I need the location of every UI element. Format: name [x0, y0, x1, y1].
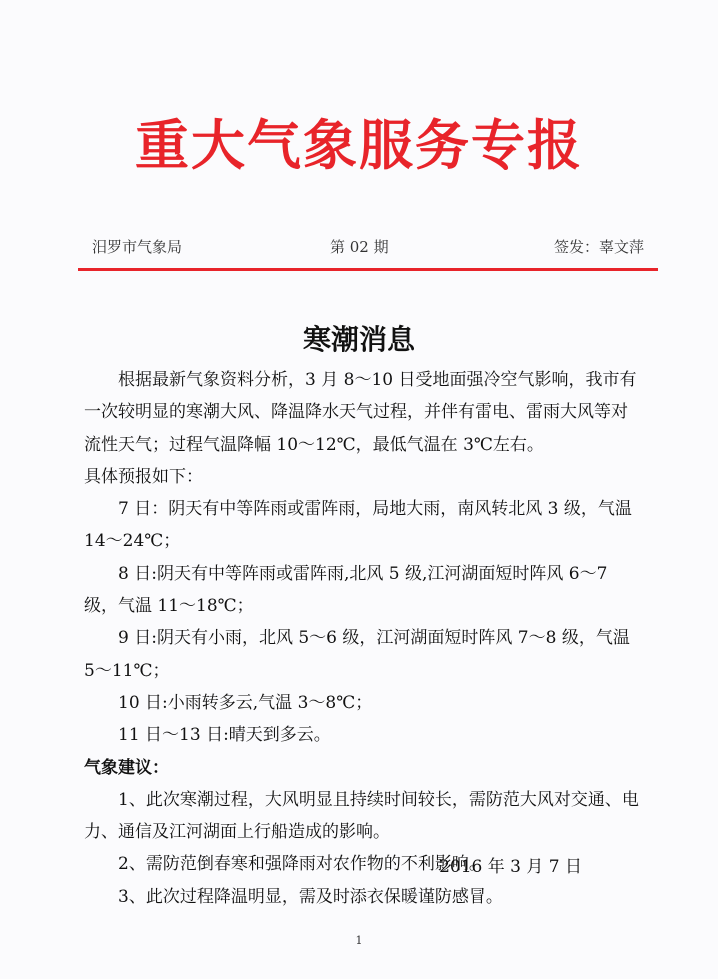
advice-item: 3、此次过程降温明显，需及时添衣保暖谨防感冒。 [118, 886, 503, 907]
forecast-lead: 具体预报如下： [84, 466, 203, 487]
intro-text: 根据最新气象资料分析，3 月 8～10 日受地面强冷空气影响，我市有一次较明显的寒潮大风、降温降水天气过程，并伴有雷电、雷雨大风等对流性天气；过程气温降幅 10～12℃，最低气温在 3℃左右。 [84, 370, 637, 455]
forecast-item: 7 日：阴天有中等阵雨或雷阵雨，局地大雨，南风转北风 3 级，气温 14～24℃； [84, 499, 632, 552]
masthead-title: 重大气象服务专报 [135, 113, 583, 177]
headline: 寒潮消息 [302, 323, 415, 356]
advice-item: 2、需防范倒春寒和强降雨对农作物的不利影响。 [118, 854, 486, 875]
issue-date: 2016 年 3 月 7 日 [439, 857, 582, 877]
advice-label: 气象建议： [84, 757, 169, 778]
body-text [84, 364, 644, 913]
meta-row [92, 236, 644, 258]
red-divider [78, 268, 658, 271]
forecast-item: 11 日～13 日:晴天到多云。 [118, 725, 331, 746]
forecast-item: 9 日:阴天有小雨，北风 5～6 级，江河湖面短时阵风 7～8 级，气温 5～11℃； [84, 628, 630, 681]
advice-item: 1、此次寒潮过程，大风明显且持续时间较长，需防范大风对交通、电力、通信及江河湖面上行船造成的影响。 [84, 789, 639, 843]
page-number: 1 [355, 934, 363, 947]
forecast-item: 8 日:阴天有中等阵雨或雷阵雨,北风 5 级,江河湖面短时阵风 6～7 级，气温 11～18℃； [84, 563, 608, 617]
issue-number: 第 02 期 [330, 238, 389, 256]
signer: 签发：辜文萍 [553, 238, 644, 256]
intro-paragraph [84, 364, 644, 461]
issuer-name: 汨罗市气象局 [92, 238, 183, 256]
forecast-item: 10 日:小雨转多云,气温 3～8℃； [118, 692, 373, 713]
